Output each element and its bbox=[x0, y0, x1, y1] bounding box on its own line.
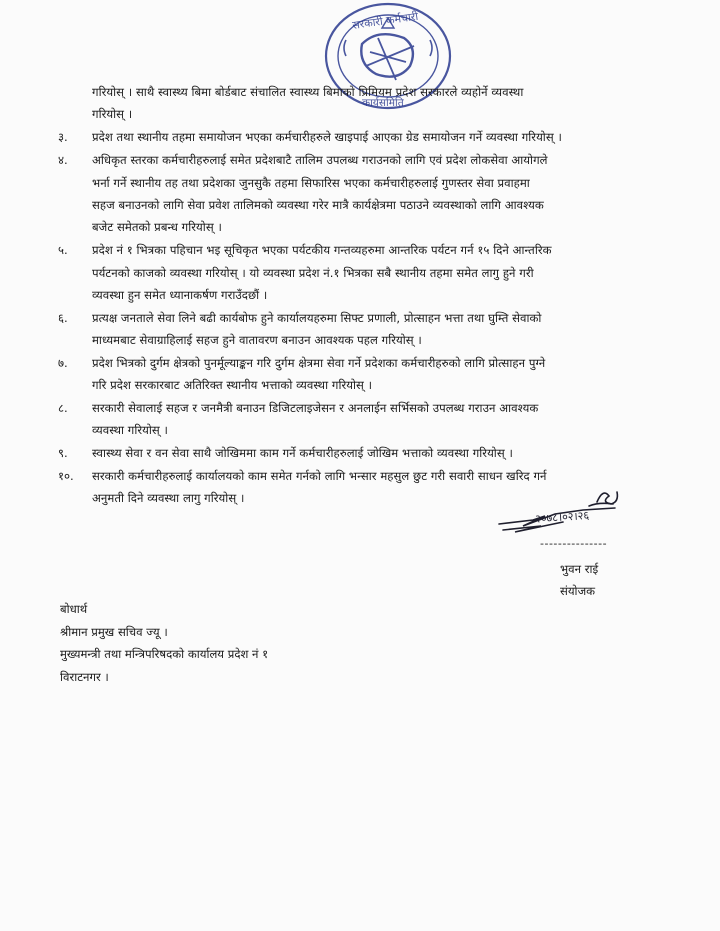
item-number: ९. bbox=[58, 446, 68, 460]
body-line: पर्यटनको काजको व्यवस्था गरियोस् । यो व्यवस्था प्रदेश नं.१ भित्रका सबै स्थानीय तहमा समेत लागु हुने गरी bbox=[92, 266, 534, 280]
recipient-line: विराटनगर । bbox=[60, 670, 109, 684]
signature-date: २०७८।०२।२६ bbox=[534, 508, 590, 526]
body-line: गरि प्रदेश सरकारबाट अतिरिक्त स्थानीय भत्ताको व्यवस्था गरियोस् । bbox=[92, 378, 373, 392]
item-number: १०. bbox=[58, 469, 74, 483]
office-seal-stamp bbox=[318, 0, 458, 120]
body-line: बजेट समेतको प्रबन्ध गरियोस् । bbox=[92, 220, 222, 234]
signer-role: संयोजक bbox=[560, 584, 596, 598]
item-number: ७. bbox=[58, 356, 68, 370]
seal-ring-text: सरकारी कर्मचारी bbox=[351, 9, 419, 32]
body-line: व्यवस्था हुन समेत ध्यानाकर्षण गराउँदछौं । bbox=[92, 288, 268, 302]
item-number: ४. bbox=[58, 153, 68, 167]
body-line: गरियोस् । साथै स्वास्थ्य बिमा बोर्डबाट संचालित स्वास्थ्य बिमाको प्रिमियम प्रदेश सरकारले व्यहोर्ने व्यवस्था bbox=[92, 85, 524, 99]
body-line: स्वास्थ्य सेवा र वन सेवा साथै जोखिममा काम गर्ने कर्मचारीहरुलाई जोखिम भत्ताको व्यवस्था गरियोस् । bbox=[92, 446, 513, 460]
item-number: ६. bbox=[58, 311, 68, 325]
body-line: प्रत्यक्ष जनताले सेवा लिने बढी कार्यबोफ हुने कार्यालयहरुमा सिफ्ट प्रणाली, प्रोत्साहन भत्ता तथा घुम्ति सेवाको bbox=[92, 311, 542, 325]
body-line: अनुमती दिने व्यवस्था लागु गरियोस् । bbox=[92, 491, 245, 505]
body-line: माध्यमबाट सेवाग्राहिलाई सहज हुने वातावरण बनाउन आवश्यक पहल गरियोस् । bbox=[92, 333, 422, 347]
recipient-line: मुख्यमन्त्री तथा मन्त्रिपरिषदको कार्यालय प्रदेश नं १ bbox=[60, 647, 269, 661]
body-line: व्यवस्था गरियोस् । bbox=[92, 423, 168, 437]
body-line: भर्ना गर्ने स्थानीय तह तथा प्रदेशका जुनसुकै तहमा सिफारिस भएका कर्मचारीहरुलाई गुणस्तर सेवा प्रवाहमा bbox=[92, 176, 530, 190]
item-number: ३. bbox=[58, 130, 68, 144]
body-line: प्रदेश भित्रको दुर्गम क्षेत्रको पुनर्मूल्याङ्कन गरि दुर्गम क्षेत्रमा सेवा गर्ने प्रदेशका कर्मचारीहरुको लागि प्रोत्साहन पुग्ने bbox=[92, 356, 546, 370]
body-line: सहज बनाउनको लागि सेवा प्रवेश तालिमको व्यवस्था गरेर मात्रै कार्यक्षेत्रमा पठाउने व्यवस्थाको लागि आवश्यक bbox=[92, 198, 544, 212]
body-line: प्रदेश नं १ भित्रका पहिचान भइ सूचिकृत भएका पर्यटकीय गन्तव्यहरुमा आन्तरिक पर्यटन गर्न १५ दिने आन्तरिक bbox=[92, 243, 552, 257]
recipient-line: श्रीमान प्रमुख सचिव ज्यू । bbox=[60, 625, 168, 639]
signature-line: --------------- bbox=[540, 537, 608, 550]
signer-name: भुवन राई bbox=[560, 562, 599, 576]
seal-bottom-text: कार्यसमिति bbox=[362, 97, 404, 109]
item-number: ८. bbox=[58, 401, 68, 415]
handwritten-signature bbox=[493, 480, 643, 540]
body-line: गरियोस् । bbox=[92, 107, 133, 121]
recipient-label: बोधार्थ bbox=[60, 602, 88, 616]
body-line: सरकारी सेवालाई सहज र जनमैत्री बनाउन डिजिटलाइजेसन र अनलाईन सर्भिसको उपलब्ध गराउन आवश्यक bbox=[92, 401, 539, 415]
body-line: सरकारी कर्मचारीहरुलाई कार्यालयको काम समेत गर्नको लागि भन्सार महसुल छुट गरी सवारी साधन खरिद गर्न bbox=[92, 469, 547, 483]
item-number: ५. bbox=[58, 243, 68, 257]
body-line: प्रदेश तथा स्थानीय तहमा समायोजन भएका कर्मचारीहरुले खाइपाई आएका ग्रेड समायोजन गर्ने व्यवस्था गरियोस् । bbox=[92, 130, 562, 144]
body-line: अधिकृत स्तरका कर्मचारीहरुलाई समेत प्रदेशबाटै तालिम उपलब्ध गराउनको लागि एवं प्रदेश लोकसेवा आयोगले bbox=[92, 153, 548, 167]
